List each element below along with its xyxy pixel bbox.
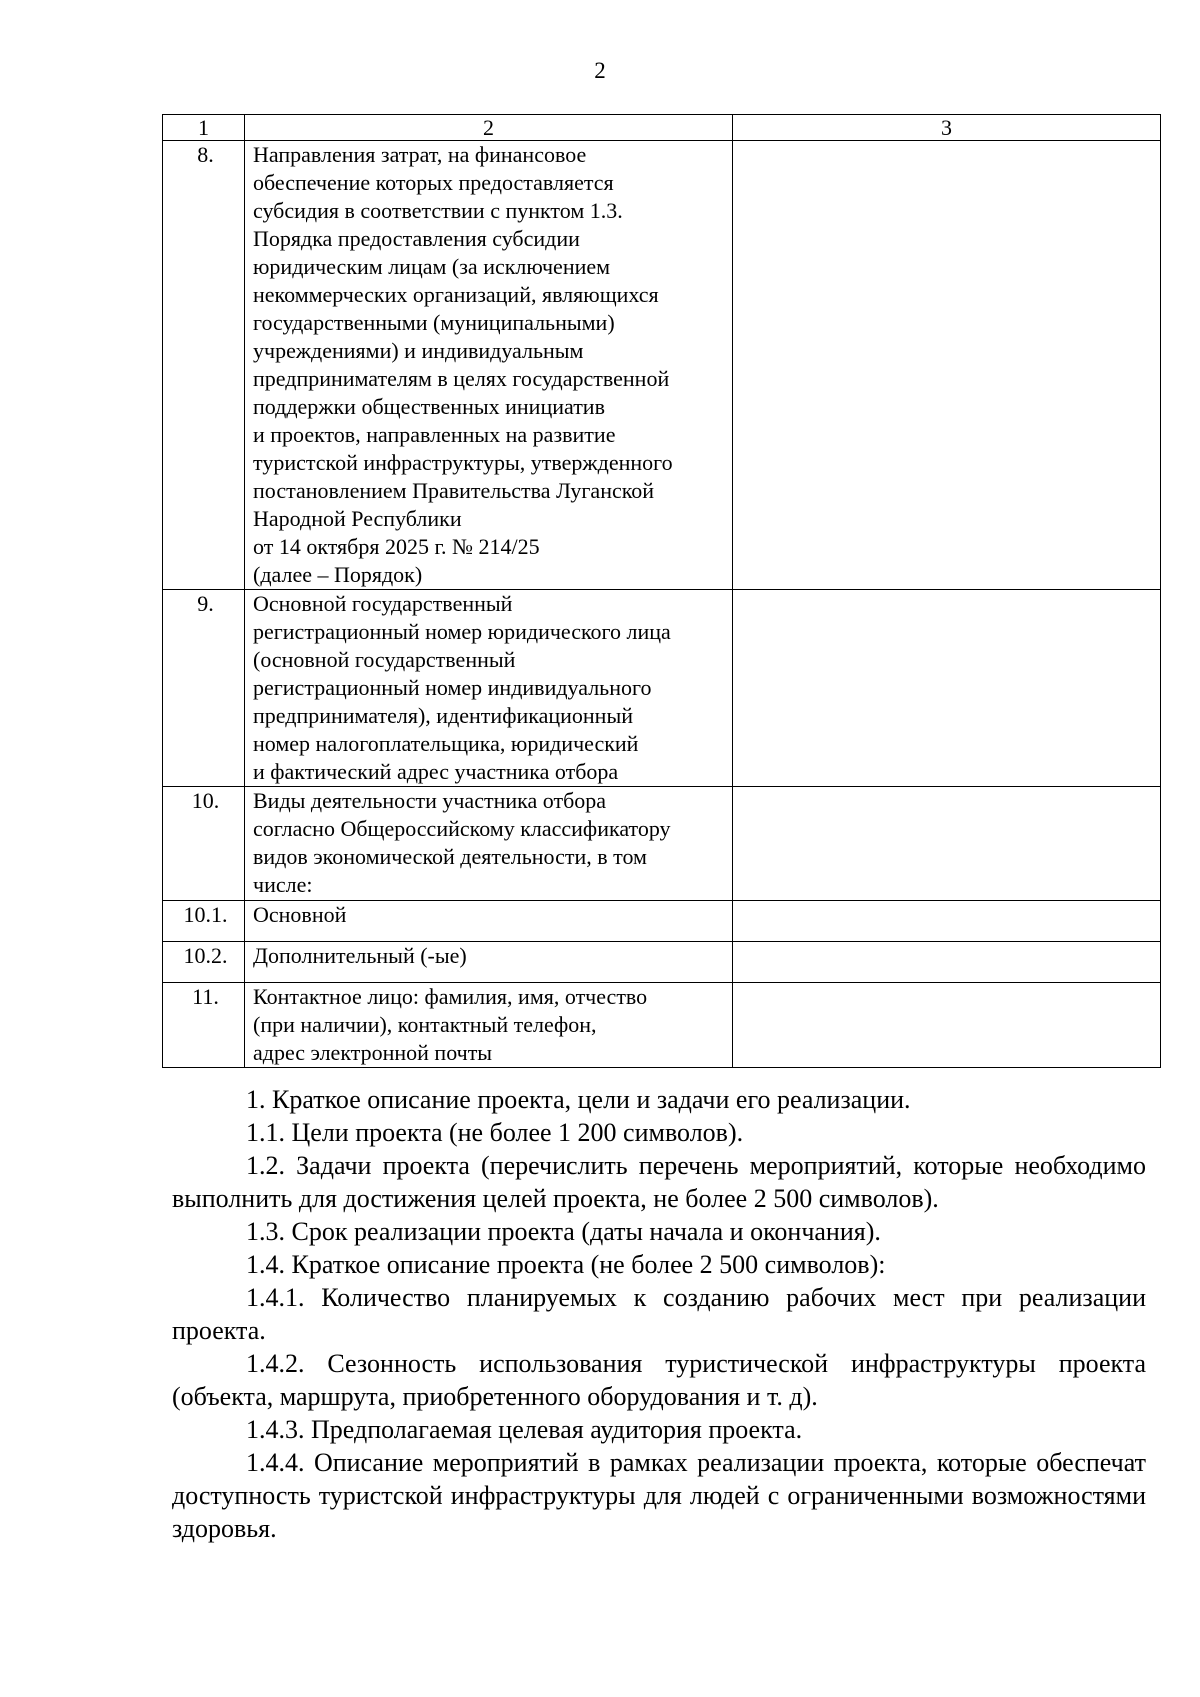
application-form-table xyxy=(162,114,1161,1068)
row-number: 10. xyxy=(191,788,220,813)
row-number-cell xyxy=(163,787,245,901)
row-description: Дополнительный (-ые) xyxy=(253,943,467,968)
row-description-cell xyxy=(245,787,733,901)
paragraph: 1.4.1. Количество планируемых к созданию рабочих мест при реализации проекта. xyxy=(172,1283,1146,1345)
row-description-cell xyxy=(245,141,733,590)
row-description: Основной xyxy=(253,902,347,927)
row-description: Основной государственный регистрационный номер юридического лица (основной государственный регистрационный номер индивидуального предпринимателя), идентификационный номер налогоплательщика, юридический и фактический адрес участника отбора xyxy=(253,591,671,784)
paragraph: 1.1. Цели проекта (не более 1 200 символов). xyxy=(246,1118,744,1147)
row-value-cell[interactable] xyxy=(733,942,1161,983)
table-row xyxy=(163,901,1161,942)
paragraph: 1.3. Срок реализации проекта (даты начала и окончания). xyxy=(246,1217,881,1246)
row-value-cell[interactable] xyxy=(733,901,1161,942)
table-header-row xyxy=(163,115,1161,141)
row-value-cell[interactable] xyxy=(733,983,1161,1068)
row-value-cell[interactable] xyxy=(733,787,1161,901)
table-header-cell: 3 xyxy=(733,115,1161,141)
paragraph: 1.4.4. Описание мероприятий в рамках реализации проекта, которые обеспечат доступность туристской инфраструктуры для людей с ограниченными возможностями здоровья. xyxy=(172,1448,1146,1543)
paragraph: 1. Краткое описание проекта, цели и задачи его реализации. xyxy=(246,1085,911,1114)
row-number: 9. xyxy=(197,591,214,616)
row-number-cell xyxy=(163,983,245,1068)
table-row xyxy=(163,942,1161,983)
row-number-cell xyxy=(163,141,245,590)
paragraph: 1.2. Задачи проекта (перечислить перечень мероприятий, которые необходимо выполнить для достижения целей проекта, не более 2 500 символов). xyxy=(172,1151,1146,1213)
row-description-cell xyxy=(245,901,733,942)
paragraph: 1.4. Краткое описание проекта (не более 2 500 символов): xyxy=(246,1250,886,1279)
row-number: 10.2. xyxy=(183,943,228,968)
table-header-cell: 1 xyxy=(163,115,245,141)
row-description-cell xyxy=(245,590,733,787)
row-description: Виды деятельности участника отбора согласно Общероссийскому классификатору видов экономической деятельности, в том числе: xyxy=(253,788,671,897)
row-number: 10.1. xyxy=(183,902,228,927)
table-row xyxy=(163,590,1161,787)
project-description-section xyxy=(172,1083,1146,1545)
page-number: 2 xyxy=(594,58,606,83)
table-row xyxy=(163,141,1161,590)
row-number-cell xyxy=(163,590,245,787)
row-description: Контактное лицо: фамилия, имя, отчество (при наличии), контактный телефон, адрес электронной почты xyxy=(253,984,648,1065)
table-row xyxy=(163,787,1161,901)
row-number-cell xyxy=(163,942,245,983)
row-value-cell[interactable] xyxy=(733,590,1161,787)
row-value-cell[interactable] xyxy=(733,141,1161,590)
paragraph: 1.4.2. Сезонность использования туристической инфраструктуры проекта (объекта, маршрута, приобретенного оборудования и т. д). xyxy=(172,1349,1146,1411)
row-number-cell xyxy=(163,901,245,942)
row-number: 8. xyxy=(197,142,214,167)
row-description-cell xyxy=(245,942,733,983)
row-description-cell xyxy=(245,983,733,1068)
table-header-cell: 2 xyxy=(245,115,733,141)
table-row xyxy=(163,983,1161,1068)
paragraph: 1.4.3. Предполагаемая целевая аудитория проекта. xyxy=(246,1415,803,1444)
row-number: 11. xyxy=(192,984,219,1009)
row-description: Направления затрат, на финансовое обеспечение которых предоставляется субсидия в соответствии с пунктом 1.3. Порядка предоставления субсидии юридическим лицам (за исключением некоммерческих организаций, являющихся государственными (муниципальными) учреждениями) и индивидуальным предпринимателям в целях государственной поддержки общественных инициатив и проектов, направленных на развитие туристской инфраструктуры, утвержденного постановлением Правительства Луганской Народной Республики от 14 октября 2025 г. № 214/25 (далее – Порядок) xyxy=(253,142,673,587)
